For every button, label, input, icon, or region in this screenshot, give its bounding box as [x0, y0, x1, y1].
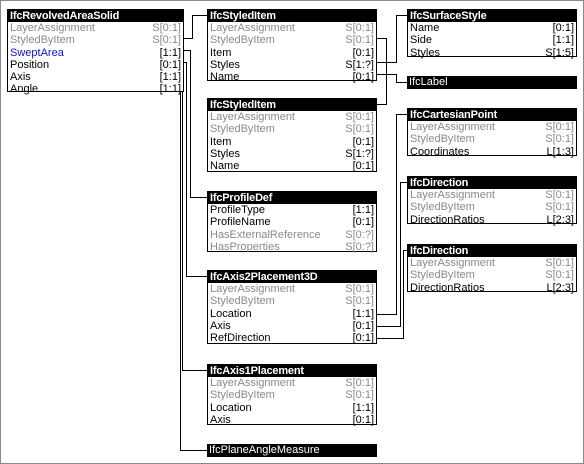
attribute-row-styles[interactable]: Styles S[1:?] — [210, 58, 374, 71]
entity-title: IfcProfileDef — [208, 192, 376, 204]
attribute-row-has-external-reference[interactable]: HasExternalReference S[0:?] — [210, 228, 374, 241]
entity-ifc-surface-style[interactable] — [407, 9, 577, 57]
attribute-row-position[interactable]: Position [0:1] — [10, 58, 181, 71]
entity-title: IfcRevolvedAreaSolid — [8, 10, 183, 22]
entity-ifc-styled-item[interactable] — [207, 9, 377, 84]
entity-ifc-styled-item-nested[interactable] — [207, 98, 377, 172]
entity-ifc-cartesian-point[interactable] — [407, 108, 577, 156]
attribute-row-styled-by-item[interactable]: StyledByItem S[0:1] — [210, 295, 374, 308]
entity-title: IfcCartesianPoint — [408, 109, 576, 121]
attribute-row-axis[interactable]: Axis [0:1] — [210, 413, 374, 426]
attribute-row-name[interactable]: Name [0:1] — [210, 71, 374, 84]
attribute-row-styled-by-item[interactable]: StyledByItem S[0:1] — [410, 201, 574, 214]
attribute-row-styled-by-item[interactable]: StyledByItem S[0:1] — [410, 133, 574, 146]
attribute-row-layer-assignment[interactable]: LayerAssignment S[0:1] — [210, 283, 374, 295]
entity-ifc-axis2-placement-3d[interactable] — [207, 270, 377, 344]
entity-title: IfcDirection — [408, 245, 576, 257]
attribute-row-styles[interactable]: Styles S[1:?] — [210, 147, 374, 160]
entity-ifc-label[interactable]: IfcLabel — [407, 76, 577, 89]
attribute-row-layer-assignment[interactable]: LayerAssignment S[0:1] — [410, 189, 574, 201]
attribute-row-axis[interactable]: Axis [0:1] — [210, 319, 374, 332]
entity-ifc-axis1-placement[interactable] — [207, 364, 377, 425]
attribute-row-name[interactable]: Name [0:1] — [210, 160, 374, 173]
attribute-row-styled-by-item[interactable]: StyledByItem S[0:1] — [10, 34, 181, 47]
attribute-row-layer-assignment[interactable]: LayerAssignment S[0:1] — [210, 377, 374, 389]
attribute-row-direction-ratios[interactable]: DirectionRatios L[2:3] — [410, 281, 574, 294]
entity-title: IfcStyledItem — [208, 99, 376, 111]
attribute-row-styled-by-item[interactable]: StyledByItem S[0:1] — [210, 34, 374, 47]
attribute-row-profile-name[interactable]: ProfileName [0:1] — [210, 216, 374, 229]
attribute-row-direction-ratios[interactable]: DirectionRatios L[2:3] — [410, 213, 574, 226]
entity-title: IfcSurfaceStyle — [408, 10, 576, 22]
attribute-row-location[interactable]: Location [1:1] — [210, 307, 374, 320]
attribute-row-layer-assignment[interactable]: LayerAssignment S[0:1] — [410, 121, 574, 133]
attribute-row-axis[interactable]: Axis [1:1] — [10, 71, 181, 84]
attribute-row-ref-direction[interactable]: RefDirection [0:1] — [210, 332, 374, 345]
entity-title: IfcStyledItem — [208, 10, 376, 22]
attribute-row-has-properties[interactable]: HasProperties S[0:?] — [210, 240, 374, 253]
entity-ifc-revolved-area-solid[interactable] — [7, 9, 184, 96]
entity-ifc-direction-1[interactable] — [407, 176, 577, 224]
attribute-row-item[interactable]: Item [0:1] — [210, 46, 374, 59]
entity-title: IfcDirection — [408, 177, 576, 189]
attribute-row-profile-type[interactable]: ProfileType [1:1] — [210, 204, 374, 216]
entity-ifc-profile-def[interactable] — [207, 191, 377, 252]
attribute-row-layer-assignment[interactable]: LayerAssignment S[0:1] — [10, 22, 181, 34]
entity-title: IfcAxis1Placement — [208, 365, 376, 377]
attribute-row-styled-by-item[interactable]: StyledByItem S[0:1] — [210, 123, 374, 136]
attribute-row-coordinates[interactable]: Coordinates L[1:3] — [410, 145, 574, 158]
attribute-row-styled-by-item[interactable]: StyledByItem S[0:1] — [410, 269, 574, 282]
attribute-row-location[interactable]: Location [1:1] — [210, 401, 374, 414]
attribute-row-swept-area[interactable]: SweptArea [1:1] — [10, 46, 181, 59]
attribute-row-name[interactable]: Name [0:1] — [410, 22, 574, 34]
entity-ifc-direction-2[interactable] — [407, 244, 577, 292]
entity-title: IfcAxis2Placement3D — [208, 271, 376, 283]
attribute-row-side[interactable]: Side [1:1] — [410, 34, 574, 47]
attribute-row-layer-assignment[interactable]: LayerAssignment S[0:1] — [210, 111, 374, 123]
attribute-row-angle[interactable]: Angle [1:1] — [10, 83, 181, 96]
attribute-row-styles[interactable]: Styles S[1:5] — [410, 46, 574, 59]
entity-ifc-plane-angle-measure[interactable]: IfcPlaneAngleMeasure — [207, 444, 377, 457]
attribute-row-layer-assignment[interactable]: LayerAssignment S[0:1] — [210, 22, 374, 34]
attribute-row-layer-assignment[interactable]: LayerAssignment S[0:1] — [410, 257, 574, 269]
attribute-row-styled-by-item[interactable]: StyledByItem S[0:1] — [210, 389, 374, 402]
attribute-row-item[interactable]: Item [0:1] — [210, 135, 374, 148]
